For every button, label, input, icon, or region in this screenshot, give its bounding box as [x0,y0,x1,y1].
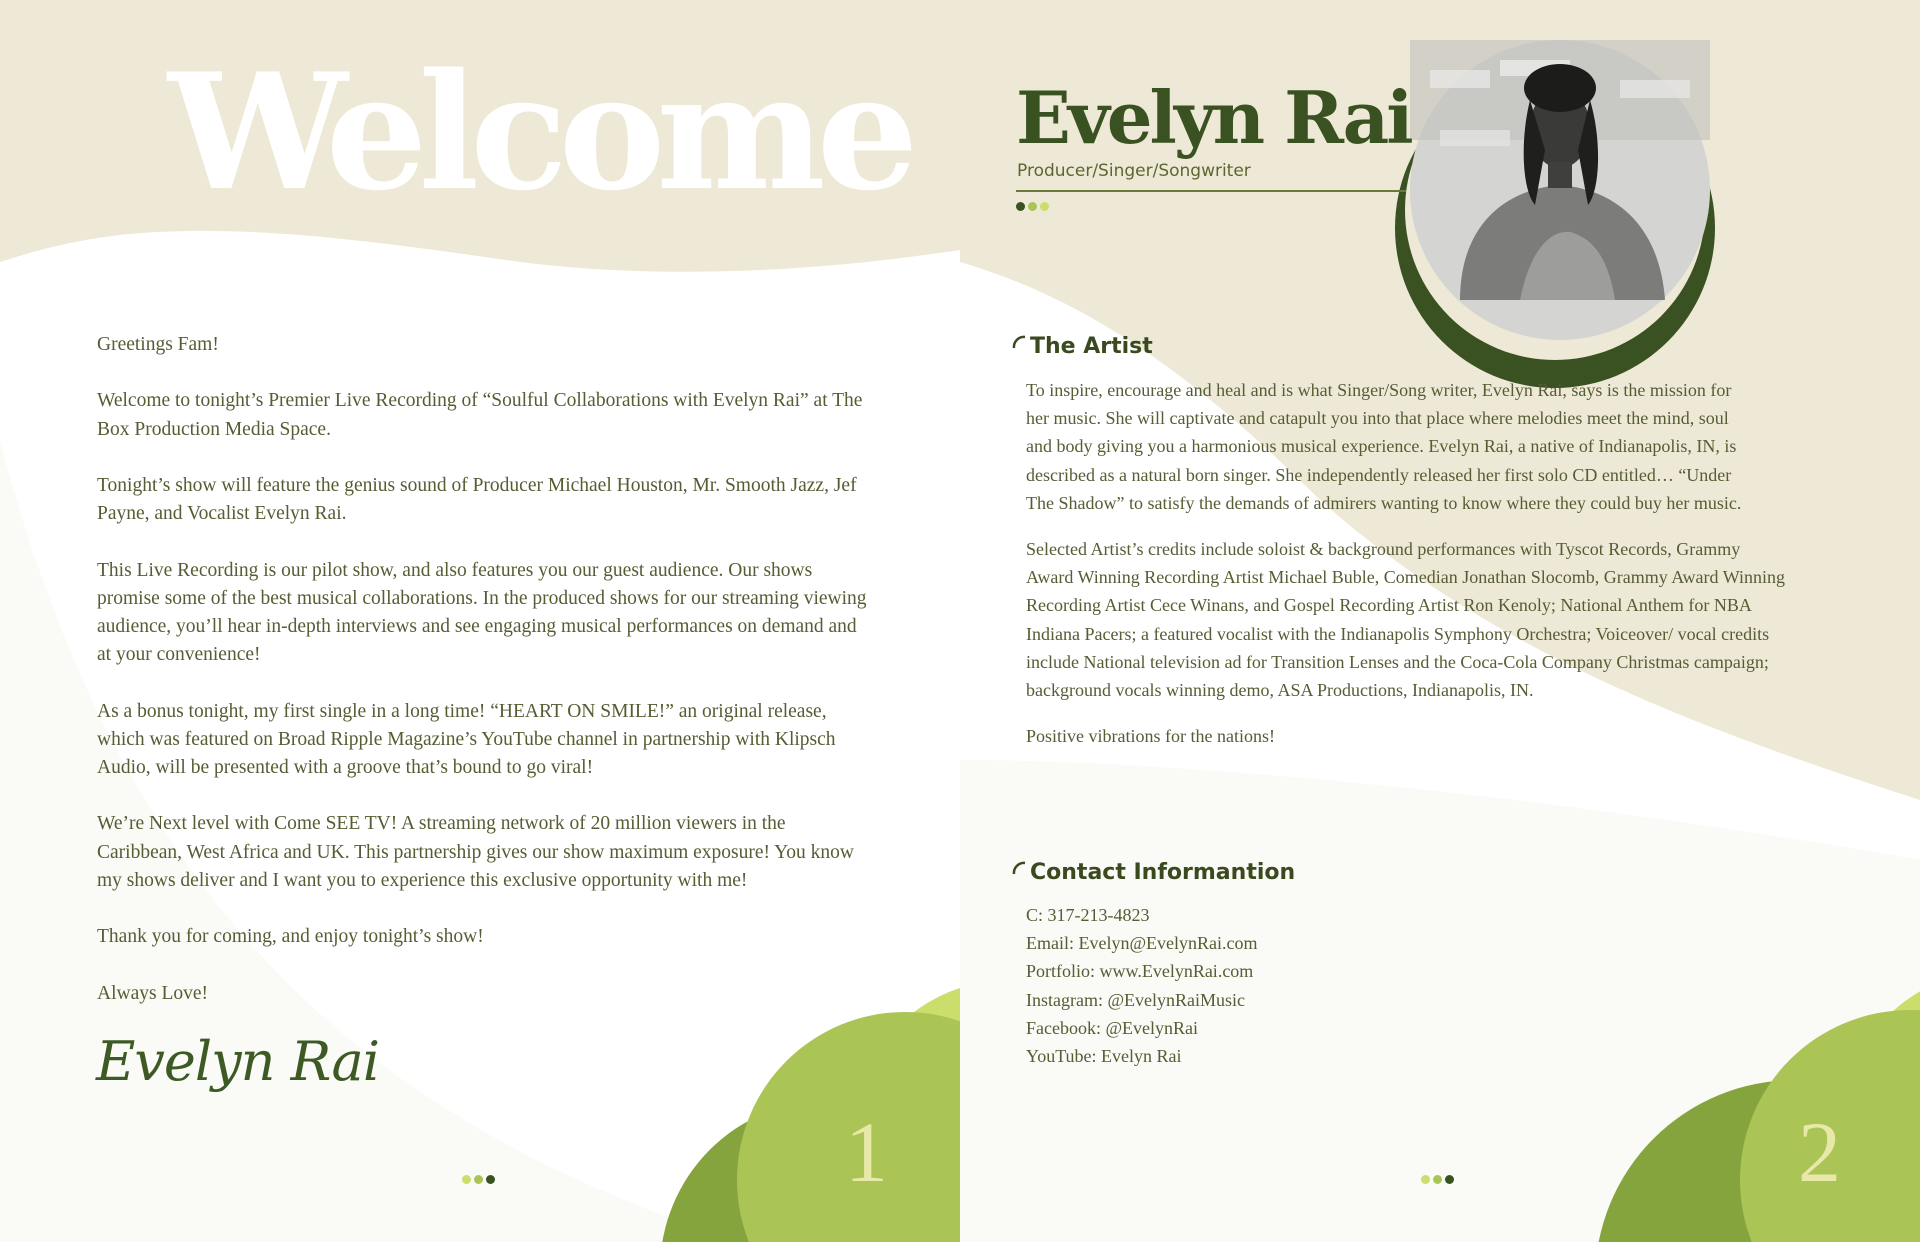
letter-closing: Always Love! [97,982,209,1004]
portrait-photo [1410,40,1710,340]
welcome-title: Welcome [168,38,910,226]
contact-facebook: Facebook: @EvelynRai [1026,1017,1199,1038]
letter-paragraph: We’re Next level with Come SEE TV! A streaming network of 20 million viewers in the Caribbean, West Africa and UK. This partnership gives our show maximum exposure! You know my shows deliver and I want you to experience this exclusive opportunity with me! [97,813,855,891]
section-heading: Contact Informantion [1030,860,1296,885]
signature: Evelyn Rai [96,1030,379,1093]
section-heading: The Artist [1030,334,1153,359]
letter-paragraph: Welcome to tonight’s Premier Live Recording of “Soulful Collaborations with Evelyn Rai” at The Box Production Media Space. [97,390,863,440]
decorative-dots [1421,1175,1454,1184]
letter-paragraph: Thank you for coming, and enjoy tonight’s show! [97,926,484,948]
dot [1040,202,1049,211]
letter-paragraph: This Live Recording is our pilot show, and also features you our guest audience. Our shows promise some of the best musical collaborations. In the produced shows for our streaming viewing audience, you’ll hear in-depth interviews and see engaging musical performances on demand and at your convenience! [97,559,867,666]
arc-icon [1012,861,1028,877]
decorative-dots [462,1175,495,1184]
page-number: 2 [1798,1104,1841,1200]
welcome-letter [97,331,867,1036]
dot [474,1175,483,1184]
bio-paragraph: Positive vibrations for the nations! [1026,726,1275,747]
divider [1016,190,1406,192]
dot [1433,1175,1442,1184]
contact-phone: C: 317-213-4823 [1026,905,1150,925]
artist-bio [1026,376,1786,768]
contact-youtube: YouTube: Evelyn Rai [1026,1046,1182,1067]
dot [1445,1175,1454,1184]
arc-icon [1012,335,1028,351]
the-artist-heading [1012,334,1153,359]
artist-name: Evelyn Rai [1016,75,1411,160]
contact-portfolio: Portfolio: www.EvelynRai.com [1026,961,1254,982]
contact-list [1026,901,1258,1070]
dot [1421,1175,1430,1184]
letter-paragraph: Greetings Fam! [97,334,219,355]
dot [486,1175,495,1184]
artist-page [960,0,1920,1242]
dot [462,1175,471,1184]
dot [1016,202,1025,211]
dot [1028,202,1037,211]
contact-heading [1012,860,1295,885]
letter-paragraph: As a bonus tonight, my first single in a long time! “HEART ON SMILE!” an original release, which was featured on Broad Ripple Magazine’s YouTube channel in partnership with Klipsch Audio, will be presented with a groove that’s bound to go viral! [97,700,836,778]
page-number: 1 [845,1104,888,1200]
decorative-dots [1016,202,1049,211]
artist-role: Producer/Singer/Songwriter [1017,161,1251,181]
contact-email: Email: Evelyn@EvelynRai.com [1026,933,1258,954]
contact-instagram: Instagram: @EvelynRaiMusic [1026,989,1246,1010]
bio-paragraph-text: To inspire, encourage and heal and is what Singer/Song writer, Evelyn Rai, says is the mission for her music. She will captivate and catapult you into that place where melodies meet the mind, soul and body giving you a harmonious musical experience. Evelyn Rai, a native of Indianapolis, IN, is described as a natural born singer. She independently released her first solo CD entitled… “Under The Shadow” to satisfy the demands of admirers wanting to know where they could buy her music. [1026,380,1742,513]
letter-paragraph: Tonight’s show will feature the genius sound of Producer Michael Houston, Mr. Smooth Jazz, Jef Payne, and Vocalist Evelyn Rai. [97,474,857,525]
bio-paragraph [1026,376,1786,517]
bio-paragraph: Selected Artist’s credits include soloist & background performances with Tyscot Records, Grammy Award Winning Recording Artist Michael Buble, Comedian Jonathan Slocomb, Grammy Award Winning Recording Artist Cece Winans, and Gospel Recording Artist Ron Kenoly; National Anthem for NBA Indiana Pacers; a featured vocalist with the Indianapolis Symphony Orchestra; Voiceover/ vocal credits include National television ad for Transition Lenses and the Coca-Cola Company Christmas campaign; background vocals winning demo, ASA Productions, Indianapolis, IN. [1026,539,1785,701]
